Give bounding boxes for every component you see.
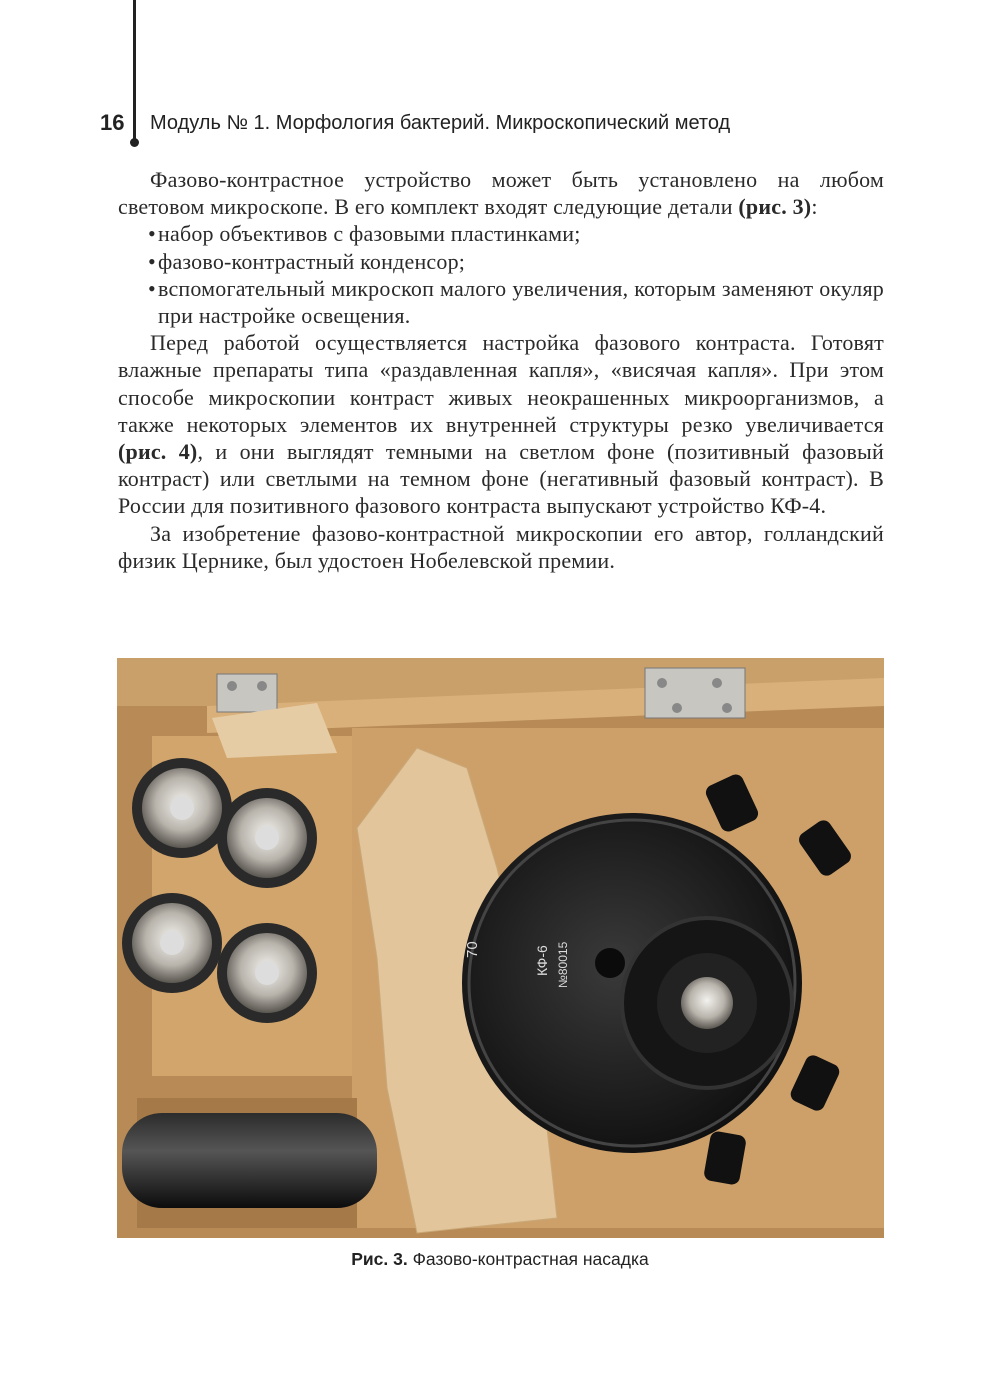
caption-text: Фазово-контрастная насадка (412, 1249, 649, 1269)
list-item-text: набор объективов с фазовыми пластинками; (158, 221, 581, 247)
hinge-left (217, 674, 277, 712)
condenser-label-serial: №80015 (556, 941, 570, 988)
condenser-label-model: КФ-6 (534, 945, 550, 976)
list-item (118, 275, 884, 329)
paragraph-1-end: : (811, 194, 818, 220)
bullet-icon: • (148, 248, 156, 274)
figure-4-reference: (рис. 4) (118, 439, 198, 465)
bullet-icon: • (148, 221, 156, 247)
paragraph-2-text-b: , и они выглядят темными на светлом фоне (позитивный фазовый контраст) или светлыми на темном фоне (негативный фазовый контраст). В России для позитивного фазового контраста выпускают устройство КФ-4. (118, 439, 884, 519)
caption-label: Рис. 3. (351, 1249, 408, 1269)
auxiliary-microscope-tube (122, 1113, 377, 1208)
header-rule-dot (130, 138, 139, 147)
list-item (118, 220, 884, 247)
figure-3-reference: (рис. 3) (738, 194, 812, 220)
condenser-label-number: 70 (464, 941, 481, 958)
body-text (118, 166, 884, 574)
list-item-text: вспомогательный микроскоп малого увеличения, которым заменяют окуляр при настройке освещения. (158, 275, 884, 329)
parts-list (118, 220, 884, 329)
paragraph-2-text-a: Перед работой осуществляется настройка фазового контраста. Готовят влажные препараты типа «раздавленная капля», «висячая капля». При этом способе микроскопии контраст живых неокрашенных микроорганизмов, а также некоторых элементов их внутренней структуры резко увеличивается (118, 330, 884, 437)
phase-contrast-kit-illustration (117, 658, 884, 1238)
list-item-text: фазово-контрастный конденсор; (158, 248, 466, 274)
header-vertical-rule (133, 0, 136, 142)
paragraph-2 (118, 329, 884, 519)
figure-3-photo (117, 658, 884, 1238)
figure-caption (0, 1249, 1000, 1270)
paragraph-3: За изобретение фазово-контрастной микроскопии его автор, голландский физик Цернике, был удостоен Нобелевской премии. (118, 520, 884, 573)
paragraph-1-text: Фазово-контрастное устройство может быть установлено на любом световом микроскопе. В его комплект входят следующие детали (118, 167, 884, 220)
list-item (118, 248, 884, 275)
paragraph-1 (118, 166, 884, 220)
running-title: Модуль № 1. Морфология бактерий. Микроскопический метод (150, 112, 731, 134)
bullet-icon: • (148, 275, 156, 301)
page-number: 16 (100, 110, 125, 135)
